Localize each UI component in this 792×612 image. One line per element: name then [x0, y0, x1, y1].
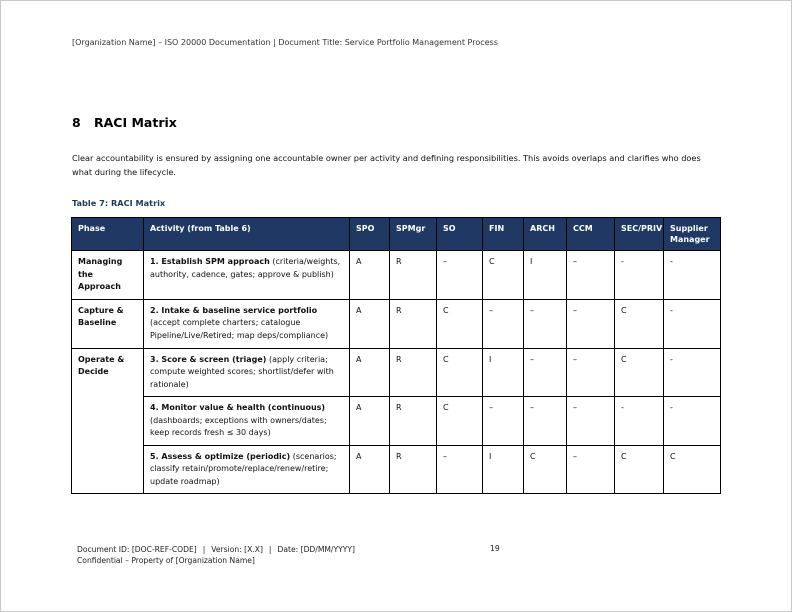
- activity-title: 5. Assess & optimize (periodic): [150, 451, 291, 461]
- column-header: Phase: [72, 218, 144, 251]
- raci-cell: –: [524, 348, 567, 397]
- footer-separator: |: [268, 545, 272, 554]
- phase-cell: Capture & Baseline: [72, 299, 144, 348]
- raci-cell: I: [483, 445, 524, 494]
- activity-cell: [144, 299, 350, 348]
- raci-cell: –: [567, 397, 615, 446]
- activity-cell: [144, 348, 350, 397]
- activity-cell: [144, 397, 350, 446]
- page-number: 19: [490, 544, 500, 553]
- raci-cell: C: [524, 445, 567, 494]
- activity-detail: (dashboards; exceptions with owners/dates; keep records fresh ≤ 30 days): [150, 415, 327, 437]
- activity-cell: [144, 445, 350, 494]
- table-row: [72, 445, 721, 494]
- raci-cell: R: [390, 445, 437, 494]
- activity-detail: (accept complete charters; catalogue Pipeline/Live/Retired; map deps/compliance): [150, 318, 329, 340]
- intro-paragraph: Clear accountability is ensured by assigning one accountable owner per activity and defining responsibilities. This avoids overlaps and clarifies who does what during the lifecycle.: [72, 153, 701, 177]
- raci-cell: –: [524, 299, 567, 348]
- footer-confidential: Confidential – Property of [Organization Name]: [77, 556, 255, 565]
- raci-cell: -: [664, 348, 721, 397]
- raci-cell: C: [615, 299, 664, 348]
- raci-cell: -: [664, 397, 721, 446]
- raci-cell: R: [390, 397, 437, 446]
- raci-cell: -: [664, 251, 721, 300]
- raci-cell: R: [390, 251, 437, 300]
- column-header: Supplier Manager: [664, 218, 721, 251]
- table-row: [72, 397, 721, 446]
- raci-cell: C: [437, 348, 483, 397]
- footer-date: Date: [DD/MM/YYYY]: [277, 545, 356, 554]
- raci-cell: I: [483, 348, 524, 397]
- column-header: SEC/PRIV: [615, 218, 664, 251]
- footer-version: Version: [X.X]: [211, 545, 263, 554]
- raci-cell: –: [567, 251, 615, 300]
- activity-title: 4. Monitor value & health (continuous): [150, 403, 326, 412]
- activity-title: 1. Establish SPM approach: [150, 257, 270, 266]
- raci-cell: C: [437, 299, 483, 348]
- raci-cell: –: [567, 348, 615, 397]
- table-row: [72, 251, 721, 300]
- raci-cell: A: [350, 397, 390, 446]
- activity-detail: (scenarios; classify retain/promote/replace/renew/retire; update roadmap): [150, 451, 337, 486]
- raci-cell: C: [615, 445, 664, 494]
- raci-cell: –: [483, 299, 524, 348]
- phase-cell: Managing the Approach: [72, 251, 144, 300]
- raci-cell: I: [524, 251, 567, 300]
- table-header-row: [72, 218, 721, 251]
- activity-detail: (criteria/weights, authority, cadence, gates; approve & publish): [150, 257, 341, 279]
- table-row: [72, 299, 721, 348]
- raci-cell: -: [615, 397, 664, 446]
- column-header: CCM: [567, 218, 615, 251]
- column-header: Activity (from Table 6): [144, 218, 350, 251]
- column-header: FIN: [483, 218, 524, 251]
- raci-cell: –: [567, 299, 615, 348]
- raci-cell: –: [567, 445, 615, 494]
- table-row: [72, 348, 721, 397]
- activity-detail: (apply criteria; compute weighted scores; shortlist/defer with rationale): [150, 354, 334, 389]
- section-number: 8: [72, 115, 81, 130]
- raci-cell: –: [524, 397, 567, 446]
- raci-cell: -: [615, 251, 664, 300]
- activity-cell: [144, 251, 350, 300]
- raci-cell: C: [437, 397, 483, 446]
- raci-matrix-table: [71, 217, 721, 494]
- raci-cell: C: [483, 251, 524, 300]
- footer-meta-line: [77, 544, 355, 555]
- raci-cell: –: [437, 251, 483, 300]
- raci-cell: –: [437, 445, 483, 494]
- footer-doc-id: Document ID: [DOC-REF-CODE]: [77, 545, 197, 554]
- activity-title: 3. Score & screen (triage): [150, 354, 267, 364]
- raci-cell: C: [615, 348, 664, 397]
- raci-cell: R: [390, 299, 437, 348]
- section-title: RACI Matrix: [94, 115, 177, 130]
- raci-cell: A: [350, 348, 390, 397]
- raci-cell: A: [350, 445, 390, 494]
- activity-title: 2. Intake & baseline service portfolio: [150, 305, 318, 315]
- raci-cell: A: [350, 299, 390, 348]
- raci-cell: R: [390, 348, 437, 397]
- phase-cell: Operate & Decide: [72, 348, 144, 494]
- raci-cell: C: [664, 445, 721, 494]
- page-footer: [77, 544, 355, 566]
- document-header: [Organization Name] – ISO 20000 Documentation | Document Title: Service Portfolio Management Process: [72, 38, 498, 47]
- raci-cell: -: [664, 299, 721, 348]
- raci-cell: –: [483, 397, 524, 446]
- raci-cell: A: [350, 251, 390, 300]
- table-caption: Table 7: RACI Matrix: [72, 198, 166, 208]
- section-heading: [72, 115, 177, 130]
- column-header: SPO: [350, 218, 390, 251]
- column-header: SPMgr: [390, 218, 437, 251]
- footer-separator: |: [202, 545, 206, 554]
- column-header: SO: [437, 218, 483, 251]
- column-header: ARCH: [524, 218, 567, 251]
